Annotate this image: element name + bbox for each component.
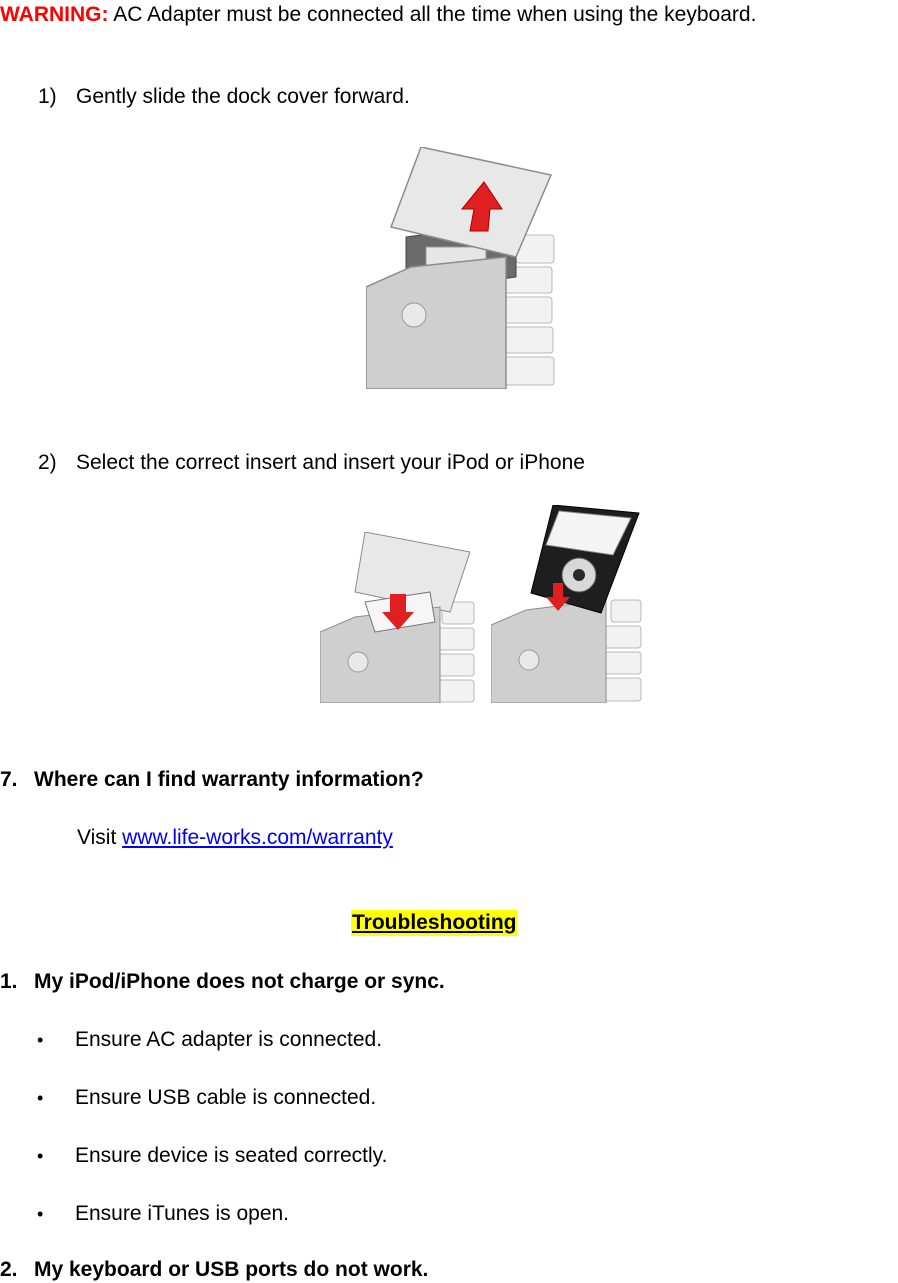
warranty-link[interactable]: www.life-works.com/warranty	[122, 826, 393, 849]
ts-q1-text: My iPod/iPhone does not charge or sync.	[34, 970, 445, 993]
bullet-text: Ensure device is seated correctly.	[75, 1144, 388, 1167]
insert-placement-illustration	[320, 532, 476, 703]
bullet-icon: •	[37, 1146, 44, 1166]
step-1-number: 1)	[38, 85, 57, 108]
faq-7-number: 7.	[0, 768, 18, 791]
bullet-icon: •	[37, 1204, 44, 1224]
ts-q2-text: My keyboard or USB ports do not work.	[34, 1258, 429, 1281]
step-1-text: Gently slide the dock cover forward.	[76, 85, 410, 108]
bullet-item	[37, 1028, 382, 1052]
bullet-text: Ensure iTunes is open.	[75, 1202, 290, 1225]
warning-label: WARNING:	[0, 3, 109, 26]
step-2	[38, 451, 585, 475]
bullet-icon: •	[37, 1088, 44, 1108]
warning-text: AC Adapter must be connected all the time when using the keyboard.	[113, 3, 757, 26]
step-2-text: Select the correct insert and insert your iPod or iPhone	[76, 451, 585, 474]
visit-label: Visit	[77, 826, 117, 849]
troubleshooting-question-2	[0, 1258, 428, 1282]
bullet-item	[37, 1086, 376, 1110]
bullet-icon: •	[37, 1030, 44, 1050]
dock-cover-slide-illustration	[366, 147, 556, 389]
ipod-placement-illustration	[491, 505, 643, 703]
step-2-number: 2)	[38, 451, 57, 474]
bullet-item	[37, 1144, 387, 1168]
step-1	[38, 85, 410, 109]
warning-paragraph	[0, 0, 898, 29]
troubleshooting-heading: Troubleshooting	[352, 911, 517, 934]
faq-7-question	[0, 768, 424, 792]
bullet-item	[37, 1202, 289, 1226]
ts-q2-number: 2.	[0, 1258, 18, 1281]
warranty-visit-line	[77, 826, 393, 850]
troubleshooting-question-1	[0, 970, 445, 994]
bullet-text: Ensure USB cable is connected.	[75, 1086, 377, 1109]
ts-q1-number: 1.	[0, 970, 18, 993]
bullet-text: Ensure AC adapter is connected.	[75, 1028, 383, 1051]
faq-7-text: Where can I find warranty information?	[34, 768, 424, 791]
